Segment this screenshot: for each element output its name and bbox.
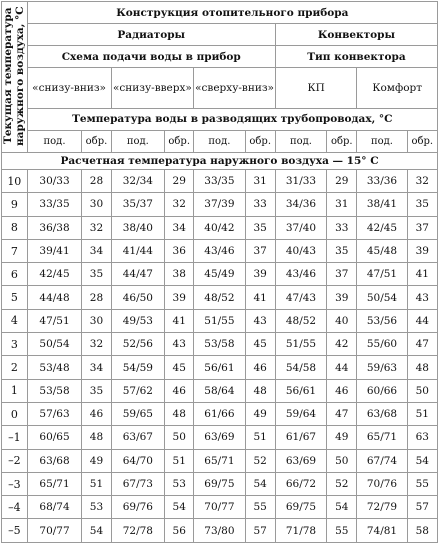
convector-comfort: Комфорт [357,68,438,108]
return-temp-cell: 49 [245,402,275,425]
return-temp-cell: 28 [82,170,111,193]
supply-temp-cell: 63/69 [194,426,245,449]
supply-temp-cell: 69/75 [194,472,245,495]
supply-temp-cell: 63/67 [111,426,165,449]
supply-label: под. [27,130,82,152]
return-temp-cell: 51 [165,449,194,472]
outdoor-temp-cell: 2 [2,356,28,379]
scheme-header: Схема подачи воды в прибор [27,46,275,68]
supply-label: под. [194,130,245,152]
supply-temp-cell: 51/55 [194,309,245,332]
return-label: обр. [165,130,194,152]
return-temp-cell: 35 [82,263,111,286]
return-temp-cell: 41 [245,286,275,309]
table-row [2,379,438,402]
supply-temp-cell: 56/61 [194,356,245,379]
return-temp-cell: 55 [407,472,437,495]
design-title: Конструкция отопительного прибора [27,2,437,24]
supply-temp-cell: 43/46 [275,263,326,286]
return-temp-cell: 47 [407,333,437,356]
supply-temp-cell: 38/40 [111,216,165,239]
return-temp-cell: 40 [327,309,357,332]
convector-type-header: Тип конвектора [275,46,437,68]
supply-temp-cell: 67/74 [357,449,407,472]
supply-temp-cell: 61/67 [275,426,326,449]
supply-temp-cell: 54/58 [275,356,326,379]
return-temp-cell: 54 [165,496,194,519]
return-temp-cell: 39 [327,286,357,309]
return-temp-cell: 51 [82,472,111,495]
return-temp-cell: 53 [82,496,111,519]
return-temp-cell: 44 [407,309,437,332]
supply-temp-cell: 40/42 [194,216,245,239]
supply-temp-cell: 33/35 [194,170,245,193]
table-row [2,170,438,193]
return-temp-cell: 42 [327,333,357,356]
supply-temp-cell: 31/33 [275,170,326,193]
supply-temp-cell: 45/49 [194,263,245,286]
supply-temp-cell: 60/66 [357,379,407,402]
supply-temp-cell: 47/51 [27,309,82,332]
design-temp-header: Расчетная температура наружного воздуха — 15° С [2,153,438,170]
outdoor-temp-cell: –1 [2,426,28,449]
return-temp-cell: 54 [407,449,437,472]
supply-temp-cell: 63/68 [27,449,82,472]
return-label: обр. [327,130,357,152]
table-row [2,193,438,216]
supply-temp-cell: 58/64 [194,379,245,402]
return-temp-cell: 49 [82,449,111,472]
table-row [2,496,438,519]
supply-temp-cell: 36/38 [27,216,82,239]
supply-temp-cell: 43/46 [194,239,245,262]
supply-temp-cell: 32/34 [111,170,165,193]
supply-temp-cell: 50/54 [357,286,407,309]
supply-temp-cell: 67/73 [111,472,165,495]
return-temp-cell: 46 [82,402,111,425]
return-temp-cell: 39 [245,263,275,286]
return-temp-cell: 50 [327,449,357,472]
supply-temp-cell: 73/80 [194,519,245,542]
outdoor-temp-cell: 0 [2,402,28,425]
supply-temp-cell: 60/65 [27,426,82,449]
return-label: обр. [82,130,111,152]
return-temp-cell: 46 [245,356,275,379]
supply-temp-cell: 42/45 [27,263,82,286]
supply-temp-cell: 72/79 [357,496,407,519]
supply-temp-cell: 30/33 [27,170,82,193]
return-temp-cell: 48 [165,402,194,425]
return-temp-cell: 37 [245,239,275,262]
supply-temp-cell: 40/43 [275,239,326,262]
return-temp-cell: 32 [165,193,194,216]
return-temp-cell: 32 [82,333,111,356]
supply-temp-cell: 72/78 [111,519,165,542]
return-temp-cell: 30 [82,309,111,332]
return-temp-cell: 43 [245,309,275,332]
return-temp-cell: 39 [407,239,437,262]
return-temp-cell: 52 [245,449,275,472]
return-temp-cell: 57 [245,519,275,542]
return-temp-cell: 37 [327,263,357,286]
return-temp-cell: 50 [407,379,437,402]
return-temp-cell: 48 [245,379,275,402]
supply-temp-cell: 74/81 [357,519,407,542]
table-row [2,263,438,286]
convector-kp: КП [275,68,357,108]
scheme-bottom-top: «снизу-вверх» [111,68,194,108]
table-row [2,356,438,379]
return-temp-cell: 43 [407,286,437,309]
supply-temp-cell: 64/70 [111,449,165,472]
return-temp-cell: 30 [82,193,111,216]
supply-temp-cell: 59/65 [111,402,165,425]
supply-temp-cell: 47/51 [357,263,407,286]
return-temp-cell: 46 [327,379,357,402]
return-temp-cell: 35 [407,193,437,216]
return-temp-cell: 57 [407,496,437,519]
return-temp-cell: 39 [165,286,194,309]
supply-temp-cell: 65/71 [27,472,82,495]
table-row [2,216,438,239]
return-temp-cell: 51 [407,402,437,425]
supply-temp-cell: 46/50 [111,286,165,309]
outdoor-temp-cell: 1 [2,379,28,402]
supply-temp-cell: 33/36 [357,170,407,193]
return-temp-cell: 32 [82,216,111,239]
supply-temp-cell: 53/58 [194,333,245,356]
outdoor-temp-cell: 9 [2,193,28,216]
outdoor-temp-cell: 10 [2,170,28,193]
outdoor-temp-cell: –3 [2,472,28,495]
outdoor-temp-cell: 6 [2,263,28,286]
return-temp-cell: 34 [82,239,111,262]
supply-temp-cell: 52/56 [111,333,165,356]
return-temp-cell: 34 [82,356,111,379]
supply-temp-cell: 57/63 [27,402,82,425]
outdoor-temp-cell: 5 [2,286,28,309]
return-temp-cell: 63 [407,426,437,449]
table-row [2,286,438,309]
supply-label: под. [275,130,326,152]
supply-temp-cell: 37/40 [275,216,326,239]
supply-temp-cell: 55/60 [357,333,407,356]
table-row [2,519,438,542]
scheme-top-bottom: «сверху-вниз» [194,68,276,108]
supply-temp-cell: 47/43 [275,286,326,309]
supply-temp-cell: 69/76 [111,496,165,519]
supply-temp-cell: 57/62 [111,379,165,402]
return-temp-cell: 48 [407,356,437,379]
supply-temp-cell: 42/45 [357,216,407,239]
supply-temp-cell: 53/58 [27,379,82,402]
supply-temp-cell: 45/48 [357,239,407,262]
return-label: обр. [245,130,275,152]
return-temp-cell: 55 [327,519,357,542]
outdoor-temp-cell: 8 [2,216,28,239]
table-row [2,402,438,425]
return-temp-cell: 44 [327,356,357,379]
supply-temp-cell: 50/54 [27,333,82,356]
return-temp-cell: 46 [165,379,194,402]
return-temp-cell: 37 [407,216,437,239]
supply-temp-cell: 39/41 [27,239,82,262]
table-body [2,170,438,543]
return-temp-cell: 34 [165,216,194,239]
outdoor-temp-cell: 3 [2,333,28,356]
supply-temp-cell: 48/52 [194,286,245,309]
table-row [2,426,438,449]
supply-temp-cell: 56/61 [275,379,326,402]
supply-temp-cell: 53/48 [27,356,82,379]
outdoor-temp-column-header: Текущая температура наружного воздуха, °С [2,2,28,153]
supply-temp-cell: 69/75 [275,496,326,519]
return-temp-cell: 55 [245,496,275,519]
table-row [2,309,438,332]
return-temp-cell: 47 [327,402,357,425]
outdoor-temp-cell: –4 [2,496,28,519]
return-temp-cell: 51 [245,426,275,449]
supply-temp-cell: 68/74 [27,496,82,519]
supply-temp-cell: 54/59 [111,356,165,379]
return-temp-cell: 45 [245,333,275,356]
supply-temp-cell: 59/64 [275,402,326,425]
outdoor-temp-cell: 7 [2,239,28,262]
scheme-bottom-bottom: «снизу-вниз» [27,68,111,108]
supply-label: под. [111,130,165,152]
supply-temp-cell: 34/36 [275,193,326,216]
return-temp-cell: 50 [165,426,194,449]
return-temp-cell: 48 [82,426,111,449]
supply-temp-cell: 63/69 [275,449,326,472]
return-temp-cell: 53 [165,472,194,495]
return-temp-cell: 32 [407,170,437,193]
supply-temp-cell: 59/63 [357,356,407,379]
supply-temp-cell: 71/78 [275,519,326,542]
supply-temp-cell: 61/66 [194,402,245,425]
supply-temp-cell: 70/77 [27,519,82,542]
table-row [2,333,438,356]
supply-temp-cell: 44/47 [111,263,165,286]
return-temp-cell: 31 [327,193,357,216]
return-temp-cell: 49 [327,426,357,449]
return-temp-cell: 54 [327,496,357,519]
return-temp-cell: 38 [165,263,194,286]
supply-temp-cell: 35/37 [111,193,165,216]
supply-temp-cell: 51/55 [275,333,326,356]
supply-temp-cell: 65/71 [357,426,407,449]
outdoor-temp-cell: –2 [2,449,28,472]
supply-temp-cell: 53/56 [357,309,407,332]
return-temp-cell: 43 [165,333,194,356]
supply-temp-cell: 63/68 [357,402,407,425]
return-label: обр. [407,130,437,152]
return-temp-cell: 35 [82,379,111,402]
supply-temp-cell: 70/77 [194,496,245,519]
supply-temp-cell: 38/41 [357,193,407,216]
radiators-header: Радиаторы [27,24,275,46]
heating-temperature-table [1,1,438,543]
supply-temp-cell: 37/39 [194,193,245,216]
return-temp-cell: 56 [165,519,194,542]
return-temp-cell: 41 [165,309,194,332]
return-temp-cell: 52 [327,472,357,495]
table-row [2,472,438,495]
supply-temp-cell: 48/52 [275,309,326,332]
return-temp-cell: 28 [82,286,111,309]
outdoor-temp-cell: 4 [2,309,28,332]
supply-temp-cell: 33/35 [27,193,82,216]
supply-temp-cell: 49/53 [111,309,165,332]
return-temp-cell: 35 [245,216,275,239]
return-temp-cell: 29 [327,170,357,193]
return-temp-cell: 54 [82,519,111,542]
return-temp-cell: 33 [245,193,275,216]
convectors-header: Конвекторы [275,24,437,46]
table-row [2,239,438,262]
return-temp-cell: 33 [327,216,357,239]
supply-temp-cell: 70/76 [357,472,407,495]
supply-temp-cell: 66/72 [275,472,326,495]
return-temp-cell: 31 [245,170,275,193]
return-temp-cell: 58 [407,519,437,542]
return-temp-cell: 35 [327,239,357,262]
return-temp-cell: 54 [245,472,275,495]
return-temp-cell: 36 [165,239,194,262]
supply-temp-cell: 44/48 [27,286,82,309]
supply-temp-cell: 65/71 [194,449,245,472]
outdoor-temp-cell: –5 [2,519,28,542]
return-temp-cell: 29 [165,170,194,193]
supply-temp-cell: 41/44 [111,239,165,262]
water-temp-header: Температура воды в разводящих трубопроводах, °С [27,108,437,130]
return-temp-cell: 41 [407,263,437,286]
supply-label: под. [357,130,407,152]
return-temp-cell: 45 [165,356,194,379]
table-row [2,449,438,472]
